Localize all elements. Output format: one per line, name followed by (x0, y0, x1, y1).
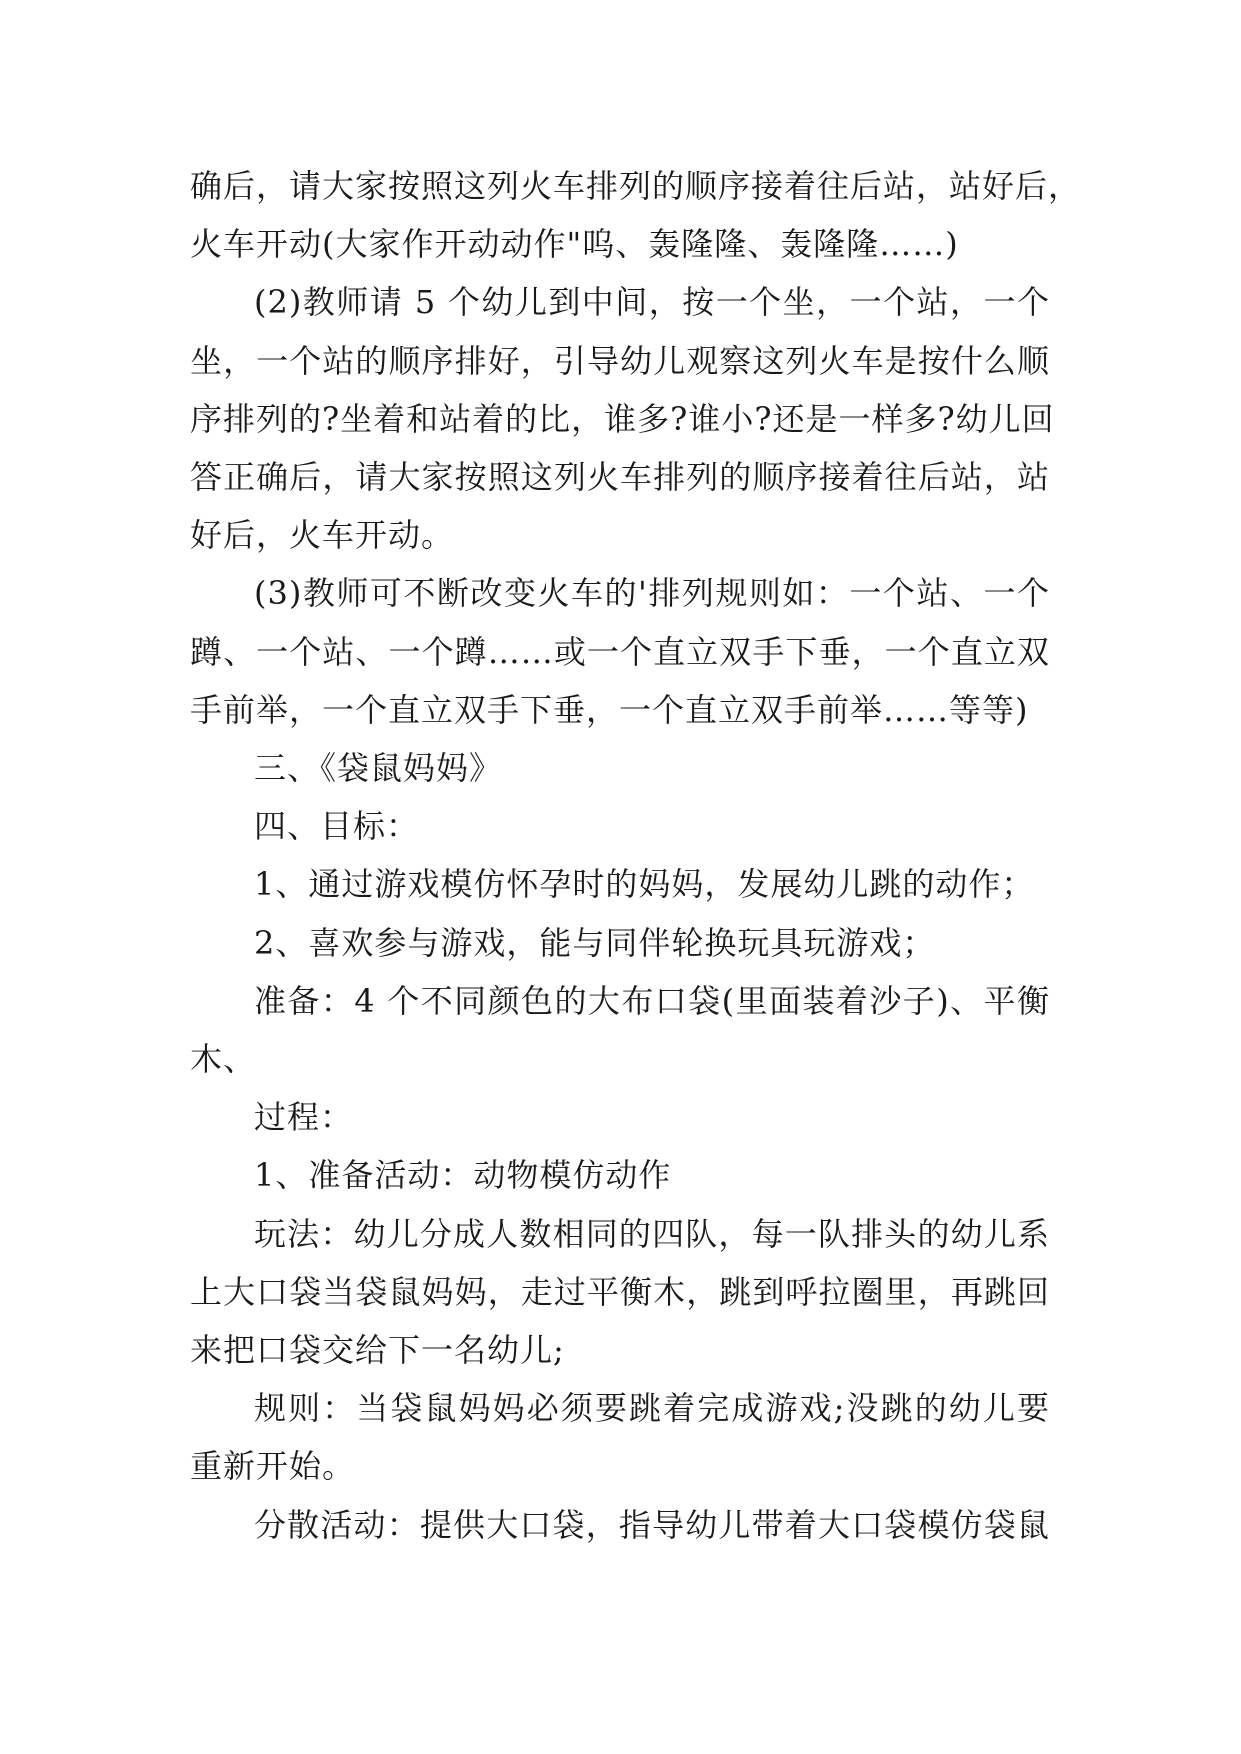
text-line: 1、准备活动：动物模仿动作 (254, 1156, 672, 1195)
text-line: 好后，火车开动。 (190, 516, 455, 555)
text-line: 序排列的?坐着和站着的比，谁多?谁小?还是一样多?幼儿回 (190, 399, 1055, 438)
paragraph-how-to-play (190, 1205, 1050, 1380)
text-line: (3)教师可不断改变火车的'排列规则如：一个站、一个 (254, 574, 1050, 613)
text-line: 分散活动：提供大口袋，指导幼儿带着大口袋模仿袋鼠 (254, 1505, 1050, 1544)
text-line: 玩法：幼儿分成人数相同的四队，每一队排头的幼儿系 (254, 1214, 1050, 1253)
text-line: (2)教师请 5 个幼儿到中间，按一个坐，一个站，一个 (254, 283, 1050, 322)
paragraph-step-3 (190, 564, 1050, 739)
paragraph-free-activity (190, 1496, 1050, 1554)
text-line: 火车开动(大家作开动动作"呜、轰隆隆、轰隆隆……) (190, 225, 959, 264)
text-line: 木、 (190, 1040, 257, 1079)
goal-item-2 (190, 914, 1050, 972)
text-line: 上大口袋当袋鼠妈妈，走过平衡木，跳到呼拉圈里，再跳回 (190, 1272, 1050, 1311)
text-line: 三、《袋鼠妈妈》 (254, 749, 503, 788)
text-line: 答正确后，请大家按照这列火车排列的顺序接着往后站，站 (190, 458, 1050, 497)
text-line: 手前举，一个直立双手下垂，一个直立双手前举……等等) (190, 690, 1029, 729)
text-line: 蹲、一个站、一个蹲……或一个直立双手下垂，一个直立双 (190, 632, 1050, 671)
paragraph-step-2 (190, 273, 1055, 564)
section-heading-goals (190, 797, 1050, 855)
text-line: 重新开始。 (190, 1447, 356, 1486)
text-line: 准备：4 个不同颜色的大布口袋(里面装着沙子)、平衡 (254, 981, 1050, 1020)
text-line: 来把口袋交给下一名幼儿; (190, 1331, 565, 1370)
text-line: 坐，一个站的顺序排好，引导幼儿观察这列火车是按什么顺 (190, 341, 1050, 380)
document-body (190, 157, 1082, 1554)
goal-item-1 (190, 855, 1050, 913)
text-line: 规则：当袋鼠妈妈必须要跳着完成游戏;没跳的幼儿要 (254, 1389, 1050, 1428)
text-line: 2、喜欢参与游戏，能与同伴轮换玩具玩游戏； (254, 923, 936, 962)
paragraph-rules (190, 1379, 1050, 1495)
paragraph-train-order-end (190, 157, 1082, 273)
paragraph-preparation (190, 972, 1050, 1088)
text-line: 过程： (254, 1098, 354, 1137)
section-heading-process (190, 1088, 1050, 1146)
text-line: 确后，请大家按照这列火车排列的顺序接着往后站，站好后， (190, 167, 1082, 205)
process-item-1 (190, 1146, 1050, 1204)
section-heading-kangaroo (190, 739, 1050, 797)
text-line: 1、通过游戏模仿怀孕时的妈妈，发展幼儿跳的动作； (254, 865, 1035, 904)
text-line: 四、目标： (254, 807, 420, 846)
